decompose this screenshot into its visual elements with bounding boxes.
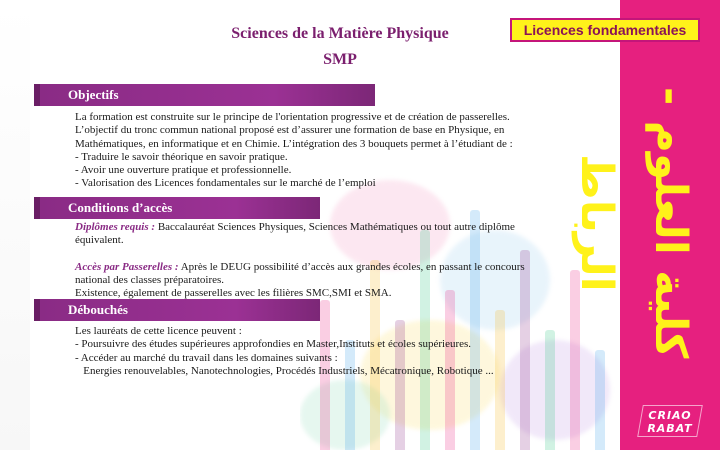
diplomes-line-2: équivalent.	[75, 234, 124, 247]
passerelles-line-3: Existence, également de passerelles avec les filières SMC,SMI et SMA.	[75, 287, 392, 300]
criao-logo	[632, 402, 708, 442]
debouches-line: Les lauréats de cette licence peuvent :	[75, 325, 242, 337]
objectifs-line: - Traduire le savoir théorique en savoir pratique.	[75, 150, 288, 163]
debouches-line: - Poursuivre des études supérieures approfondies en Master,Instituts et écoles supérieures.	[75, 338, 472, 351]
section-heading-debouches: Débouchés	[68, 302, 128, 317]
left-margin-strip	[0, 0, 30, 450]
logo-line-1: CRIAO	[648, 409, 692, 422]
section-heading-objectifs: Objectifs	[68, 87, 119, 102]
passerelles-label: Accès par Passerelles :	[75, 260, 179, 273]
objectifs-line: Mathématiques, en informatique et en Chimie. L’intégration des 3 bouquets permet à l’étudiant de :	[75, 137, 513, 150]
diplomes-text: Baccalauréat Sciences Physiques, Sciences Mathématiques ou tout autre diplôme	[155, 221, 515, 233]
passerelles-text: Après le DEUG possibilité d’accès aux grandes écoles, en passant le concours	[178, 260, 525, 273]
debouches-line: Energies renouvelables, Nanotechnologies, Procédés Industriels, Mécatronique, Robotique ...	[75, 364, 494, 377]
objectifs-line: - Valorisation des Licences fondamentales sur le marché de l’emploi	[75, 177, 376, 190]
objectifs-body	[75, 111, 545, 191]
page-title: Sciences de la Matière Physique	[231, 25, 449, 42]
conditions-body	[75, 221, 545, 300]
objectifs-line: L’objectif du tronc commun national proposé est d’assurer une formation de base en Physique, en	[75, 124, 505, 137]
debouches-body	[75, 325, 545, 378]
passerelles-line	[75, 261, 545, 274]
licences-badge: Licences fondamentales	[510, 18, 700, 42]
objectifs-line: - Avoir une ouverture pratique et professionnelle.	[75, 164, 292, 177]
page-subtitle: SMP	[323, 51, 357, 68]
objectifs-line: La formation est construite sur le principe de l'orientation progressive et de création de passerelles.	[75, 111, 510, 123]
logo-line-2: RABAT	[647, 422, 693, 435]
faculty-arabic-name: كلية العلوم - الرباط	[571, 86, 696, 359]
diplomes-label: Diplômes requis :	[75, 221, 156, 233]
section-header-objectifs	[40, 84, 375, 106]
section-heading-conditions: Conditions d’accès	[68, 200, 173, 215]
section-header-debouches	[40, 299, 320, 321]
section-header-conditions	[40, 197, 320, 219]
passerelles-line-2: national des classes préparatoires.	[75, 273, 225, 286]
debouches-line: - Accéder au marché du travail dans les domaines suivants :	[75, 351, 338, 364]
diplomes-line	[75, 221, 545, 234]
